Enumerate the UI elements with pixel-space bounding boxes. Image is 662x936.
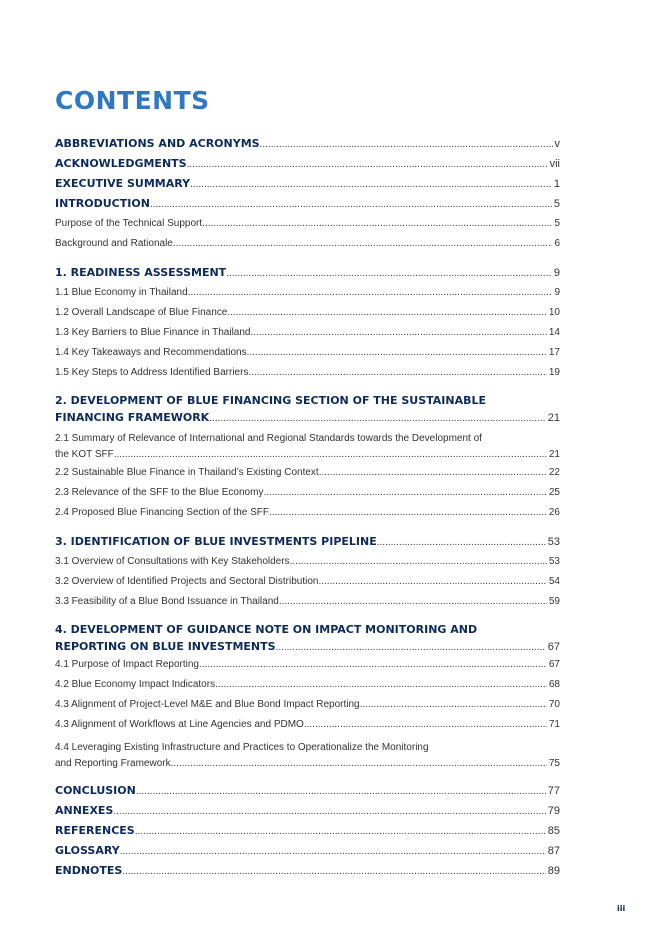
toc-entry[interactable]	[55, 715, 560, 735]
leader-dots	[120, 842, 546, 861]
leader-dots	[319, 463, 547, 483]
toc-entry[interactable]	[55, 572, 560, 592]
toc-entry[interactable]	[55, 655, 560, 675]
toc-label: ACKNOWLEDGMENTS	[55, 157, 187, 170]
leader-dots	[187, 155, 548, 174]
toc-entry[interactable]	[55, 431, 560, 463]
section-gap	[55, 254, 560, 263]
leader-dots	[260, 135, 553, 154]
toc-label-continued: FINANCING FRAMEWORK	[55, 411, 210, 424]
leader-dots	[215, 675, 547, 695]
toc-entry[interactable]	[55, 552, 560, 572]
toc-label: 2.2 Sustainable Blue Finance in Thailand’s Existing Context	[55, 467, 319, 478]
leader-dots	[248, 363, 546, 383]
toc-label-continued: REPORTING ON BLUE INVESTMENTS	[55, 640, 276, 653]
leader-dots	[269, 503, 547, 523]
toc-entry[interactable]	[55, 463, 560, 483]
toc-entry[interactable]	[55, 801, 560, 821]
toc-entry[interactable]	[55, 303, 560, 323]
toc-label: ANNEXES	[55, 804, 114, 817]
leader-dots	[377, 533, 546, 552]
toc-page-number: 5	[553, 198, 560, 210]
leader-dots	[190, 175, 552, 194]
leader-dots	[360, 695, 547, 715]
toc-label: REFERENCES	[55, 824, 135, 837]
leader-dots	[173, 234, 553, 254]
toc-label: Purpose of the Technical Support	[55, 218, 203, 229]
section-gap	[55, 383, 560, 392]
toc-page-number: 87	[547, 845, 560, 857]
leader-dots	[304, 715, 547, 735]
toc-entry[interactable]	[55, 392, 560, 426]
page-folio: iii	[617, 904, 626, 913]
leader-dots	[188, 283, 553, 303]
toc-label: 3.2 Overview of Identified Projects and Sectoral Distribution	[55, 576, 319, 587]
toc-page-number: 89	[547, 865, 560, 877]
toc-entry[interactable]	[55, 740, 560, 772]
leader-dots	[276, 639, 546, 655]
section-gap	[55, 612, 560, 621]
toc-entry[interactable]	[55, 821, 560, 841]
leader-dots	[199, 655, 547, 675]
toc-entry[interactable]	[55, 154, 560, 174]
toc-page-number: 5	[554, 218, 560, 229]
toc-label: GLOSSARY	[55, 844, 120, 857]
toc-entry[interactable]	[55, 675, 560, 695]
toc-entry[interactable]	[55, 194, 560, 214]
toc-entry[interactable]	[55, 234, 560, 254]
leader-dots	[279, 592, 547, 612]
toc-label: 4.1 Purpose of Impact Reporting	[55, 659, 199, 670]
leader-dots	[263, 483, 546, 503]
leader-dots	[290, 552, 547, 572]
leader-dots	[171, 756, 547, 772]
toc-entry[interactable]	[55, 695, 560, 715]
toc-label: 1.4 Key Takeaways and Recommendations	[55, 347, 247, 358]
leader-dots	[150, 195, 552, 214]
toc-entry[interactable]	[55, 483, 560, 503]
leader-dots	[136, 782, 546, 801]
toc-label: 4.3 Alignment of Project-Level M&E and Blue Bond Impact Reporting	[55, 699, 360, 710]
toc-label: 3.1 Overview of Consultations with Key Stakeholders	[55, 556, 290, 567]
toc-page-number: 19	[548, 367, 560, 378]
toc-page-number: 54	[548, 576, 560, 587]
toc-label: Background and Rationale	[55, 238, 173, 249]
toc-label: 2.3 Relevance of the SFF to the Blue Economy	[55, 487, 264, 498]
toc-page-number: 77	[547, 785, 560, 797]
toc-page-number: 53	[548, 556, 560, 567]
toc-page-number: 1	[553, 178, 560, 190]
table-of-contents	[55, 134, 560, 881]
toc-page-number: 68	[548, 679, 560, 690]
toc-label: 2.4 Proposed Blue Financing Section of the SFF	[55, 507, 270, 518]
leader-dots	[226, 264, 552, 283]
toc-entry[interactable]	[55, 841, 560, 861]
leader-dots	[114, 447, 547, 463]
toc-page-number: 70	[548, 699, 560, 710]
toc-label: 1.5 Key Steps to Address Identified Barriers	[55, 367, 249, 378]
toc-page-number: 17	[548, 347, 560, 358]
toc-page-number: 67	[548, 659, 560, 670]
toc-label: 2.1 Summary of Relevance of International and Regional Standards towards the Development of	[55, 433, 482, 444]
toc-label: 2. DEVELOPMENT OF BLUE FINANCING SECTION OF THE SUSTAINABLE	[55, 394, 486, 407]
toc-label: 1.2 Overall Landscape of Blue Finance	[55, 307, 228, 318]
toc-label: 1.3 Key Barriers to Blue Finance in Thailand	[55, 327, 251, 338]
toc-page-number: 71	[548, 719, 560, 730]
toc-entry[interactable]	[55, 503, 560, 523]
toc-page-number: 59	[548, 596, 560, 607]
page-title: CONTENTS	[55, 86, 210, 115]
toc-page-number: 67	[547, 641, 560, 653]
toc-entry[interactable]	[55, 532, 560, 552]
leader-dots	[122, 862, 545, 881]
toc-entry[interactable]	[55, 781, 560, 801]
toc-entry[interactable]	[55, 621, 560, 655]
section-gap	[55, 523, 560, 532]
toc-entry[interactable]	[55, 323, 560, 343]
toc-page-number: 79	[547, 805, 560, 817]
toc-page-number: 10	[548, 307, 560, 318]
toc-entry[interactable]	[55, 343, 560, 363]
toc-label: CONCLUSION	[55, 784, 136, 797]
toc-label: 3. IDENTIFICATION OF BLUE INVESTMENTS PIPELINE	[55, 535, 377, 548]
toc-page-number: 22	[548, 467, 560, 478]
toc-label: 1. READINESS ASSESSMENT	[55, 266, 227, 279]
toc-entry[interactable]	[55, 861, 560, 881]
leader-dots	[247, 343, 547, 363]
toc-page-number: 6	[554, 238, 560, 249]
leader-dots	[135, 822, 546, 841]
toc-entry[interactable]	[55, 134, 560, 154]
toc-entry[interactable]	[55, 363, 560, 383]
toc-label: 4.2 Blue Economy Impact Indicators	[55, 679, 216, 690]
toc-page-number: 21	[547, 412, 560, 424]
toc-label-continued: the KOT SFF	[55, 449, 114, 460]
toc-label: 4. DEVELOPMENT OF GUIDANCE NOTE ON IMPACT MONITORING AND	[55, 623, 478, 636]
leader-dots	[250, 323, 546, 343]
leader-dots	[202, 214, 552, 234]
toc-page-number: v	[554, 138, 560, 150]
toc-page-number: 9	[554, 287, 560, 298]
toc-label: 4.4 Leveraging Existing Infrastructure and Practices to Operationalize the Monitoring	[55, 742, 429, 753]
toc-label: INTRODUCTION	[55, 197, 150, 210]
leader-dots	[227, 303, 547, 323]
toc-page-number: 53	[547, 536, 560, 548]
toc-page-number: 14	[548, 327, 560, 338]
leader-dots	[113, 802, 545, 821]
toc-page-number: 85	[547, 825, 560, 837]
toc-entry[interactable]	[55, 592, 560, 612]
section-gap	[55, 772, 560, 781]
toc-page-number: 9	[553, 267, 560, 279]
toc-label: ENDNOTES	[55, 864, 123, 877]
toc-label: ABBREVIATIONS AND ACRONYMS	[55, 137, 260, 150]
toc-page-number: vii	[549, 158, 560, 170]
toc-page-number: 26	[548, 507, 560, 518]
toc-entry[interactable]	[55, 283, 560, 303]
toc-entry[interactable]	[55, 214, 560, 234]
toc-page-number: 75	[548, 758, 560, 769]
toc-entry[interactable]	[55, 174, 560, 194]
toc-entry[interactable]	[55, 263, 560, 283]
leader-dots	[318, 572, 546, 592]
toc-page-number: 21	[548, 449, 560, 460]
toc-label: 3.3 Feasibility of a Blue Bond Issuance in Thailand	[55, 596, 279, 607]
leader-dots	[209, 410, 546, 426]
toc-label: 1.1 Blue Economy in Thailand	[55, 287, 188, 298]
toc-label-continued: and Reporting Framework	[55, 758, 171, 769]
toc-label: EXECUTIVE SUMMARY	[55, 177, 191, 190]
toc-page-number: 25	[548, 487, 560, 498]
toc-label: 4.3 Alignment of Workflows at Line Agencies and PDMO	[55, 719, 304, 730]
